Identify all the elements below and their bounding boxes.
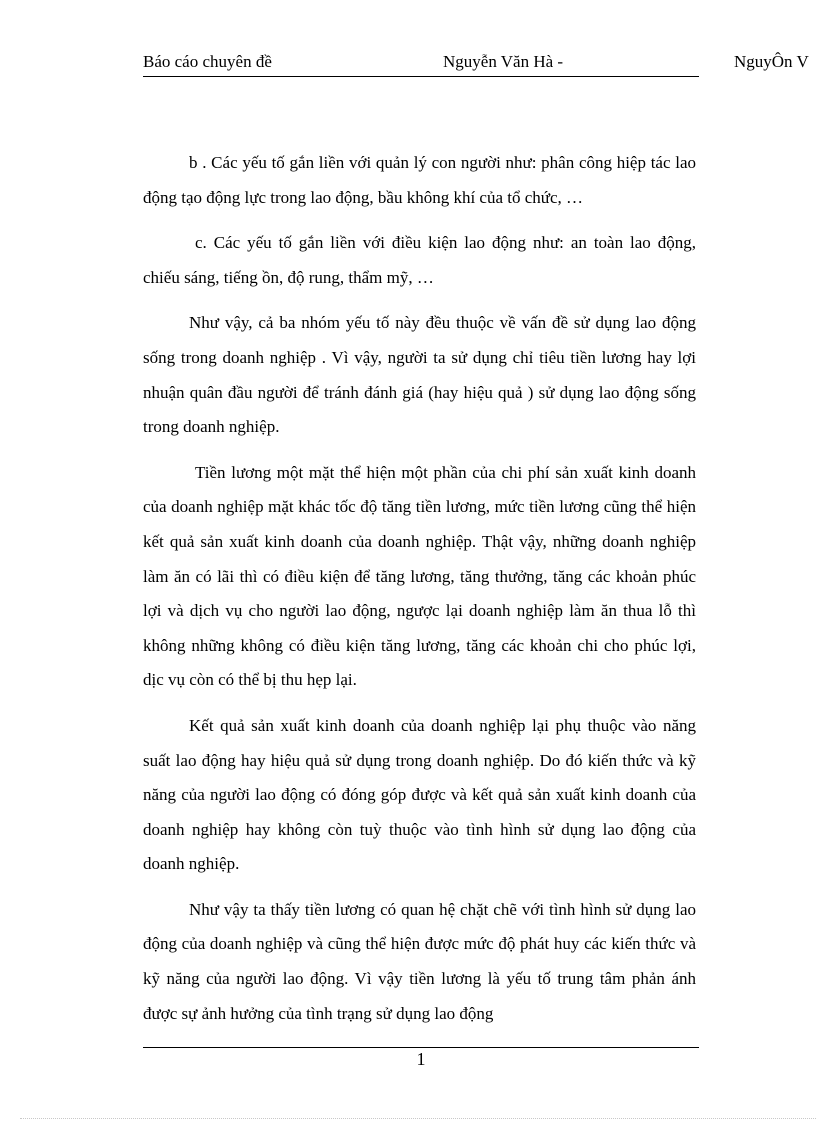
header-author: Nguyễn Văn Hà -: [443, 52, 564, 71]
page-header: [0, 52, 816, 76]
paragraph-conclusion: Như vậy ta thấy tiền lương có quan hệ chặt chẽ với tình hình sử dụng lao động của doanh nghiệp và cũng thể hiện được mức độ phát huy các kiến thức và kỹ năng của người lao động. Vì vậy tiền lương là yếu tố trung tâm phản ánh được sự ảnh hưởng của tình trạng sử dụng lao động: [143, 899, 696, 1023]
page-number: 1: [416, 1049, 426, 1069]
page-edge-divider: [20, 1118, 816, 1119]
header-report-title: Báo cáo chuyên đề: [143, 52, 272, 71]
paragraph-business-results: Kết quả sản xuất kinh doanh của doanh nghiệp lại phụ thuộc vào năng suất lao động hay hiệu quả sử dụng trong doanh nghiệp. Do đó kiến thức và kỹ năng của người lao động có đóng góp được và kết quả sản xuất kinh doanh của doanh nghiệp hay không còn tuỳ thuộc vào tình hình sử dụng lao động của doanh nghiệp.: [143, 715, 696, 874]
header-author-overflow: NguyÔn V: [734, 52, 809, 71]
paragraph-summary: Như vậy, cả ba nhóm yếu tố này đều thuộc về vấn đề sử dụng lao động sống trong doanh nghiệp . Vì vậy, người ta sử dụng chỉ tiêu tiền lương hay lợi nhuận quân đầu người để tránh đánh giá (hay hiệu quả ) sử dụng lao động sống trong doanh nghiệp.: [143, 313, 696, 437]
paragraph-working-conditions: c. Các yếu tố gắn liền với điều kiện lao động như: an toàn lao động, chiếu sáng, tiếng ồn, độ rung, thẩm mỹ, …: [143, 233, 696, 287]
footer-rule: [143, 1047, 699, 1048]
paragraph-management-factors: b . Các yếu tố gắn liền với quản lý con người như: phân công hiệp tác lao động tạo động lực trong lao động, bầu không khí của tổ chức, …: [143, 153, 696, 207]
header-rule: [143, 76, 699, 77]
document-body: [143, 146, 696, 1042]
paragraph-wages: Tiền lương một mặt thể hiện một phần của chi phí sản xuất kinh doanh của doanh nghiệp mặt khác tốc độ tăng tiền lương, mức tiền lương cũng thể hiện kết quả sản xuất kinh doanh của doanh nghiệp. Thật vậy, những doanh nghiệp làm ăn có lãi thì có điều kiện để tăng lương, tăng thưởng, tăng các khoản phúc lợi và dịch vụ cho người lao động, ngược lại doanh nghiệp làm ăn thua lỗ thì không những không có điều kiện tăng lương, tăng các khoản chi cho phúc lợi, dịc vụ còn có thể bị thu hẹp lại.: [143, 462, 696, 690]
